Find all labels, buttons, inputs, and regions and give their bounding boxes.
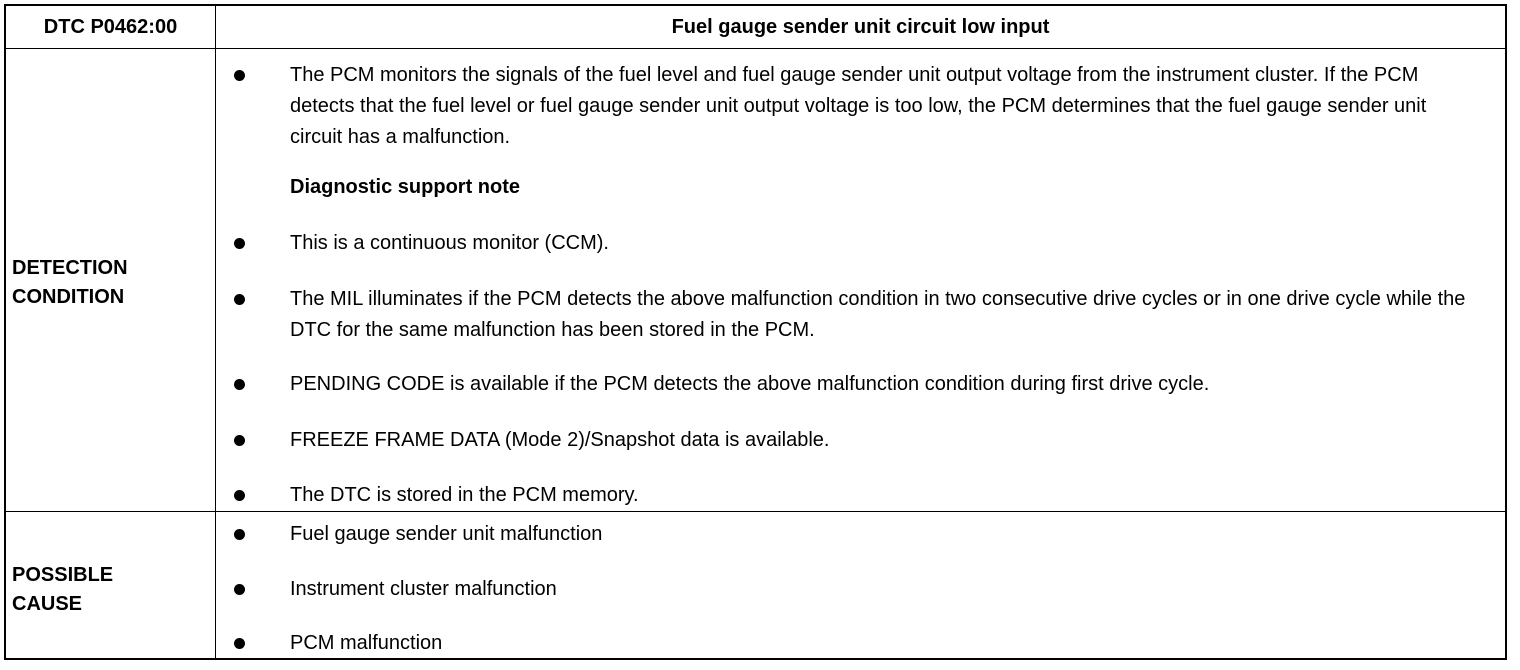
detection-item-text: The DTC is stored in the PCM memory. bbox=[290, 484, 639, 506]
detection-item-text: The PCM monitors the signals of the fuel level and fuel gauge sender unit output voltage from the instrument cluster. If the PCM detects that the fuel level or fuel gauge sender unit output voltage is too low, the PCM determines that the fuel gauge sender unit circuit has a malfunction. bbox=[290, 64, 1427, 148]
bullet-icon bbox=[234, 435, 245, 446]
detection-item-text: The MIL illuminates if the PCM detects the above malfunction condition in two consecutive drive cycles or in one drive cycle while the DTC for the same malfunction has been stored in the PCM. bbox=[290, 288, 1466, 341]
detection-item-text: FREEZE FRAME DATA (Mode 2)/Snapshot data is available. bbox=[290, 429, 830, 451]
header-divider bbox=[6, 48, 1505, 49]
cause-item-instrument-cluster bbox=[264, 574, 1479, 605]
bullet-icon bbox=[234, 490, 245, 501]
column-divider bbox=[215, 6, 216, 658]
bullet-icon bbox=[234, 294, 245, 305]
diagnostic-support-note-title: Diagnostic support note bbox=[290, 176, 520, 198]
detection-item-monitor bbox=[264, 60, 1479, 153]
detection-item-text: This is a continuous monitor (CCM). bbox=[290, 232, 609, 254]
detection-item-pending-code bbox=[264, 369, 1479, 400]
bullet-icon bbox=[234, 529, 245, 540]
detection-item-ccm bbox=[264, 228, 1479, 259]
cause-item-text: PCM malfunction bbox=[290, 632, 443, 654]
detection-item-mil bbox=[264, 284, 1479, 346]
detection-item-dtc-stored bbox=[264, 480, 1479, 511]
bullet-icon bbox=[234, 238, 245, 249]
detection-label-line2: CONDITION bbox=[12, 286, 125, 308]
cause-item-pcm bbox=[264, 628, 1479, 659]
bullet-icon bbox=[234, 584, 245, 595]
detection-label-line1: DETECTION bbox=[12, 257, 128, 279]
detection-item-freeze-frame bbox=[264, 425, 1479, 456]
possible-cause-label-line1: POSSIBLE bbox=[12, 564, 114, 586]
cause-item-sender-unit bbox=[264, 519, 1479, 550]
bullet-icon bbox=[234, 638, 245, 649]
cause-item-text: Fuel gauge sender unit malfunction bbox=[290, 523, 603, 545]
cause-item-text: Instrument cluster malfunction bbox=[290, 578, 557, 600]
dtc-code: DTC P0462:00 bbox=[43, 15, 178, 38]
dtc-title: Fuel gauge sender unit circuit low input bbox=[671, 15, 1050, 38]
section-divider bbox=[6, 511, 1505, 512]
bullet-icon bbox=[234, 70, 245, 81]
possible-cause-label-line2: CAUSE bbox=[12, 593, 83, 615]
bullet-icon bbox=[234, 379, 245, 390]
detection-item-text: PENDING CODE is available if the PCM detects the above malfunction condition during first drive cycle. bbox=[290, 373, 1210, 395]
possible-cause-label bbox=[12, 561, 113, 619]
detection-condition-label bbox=[12, 254, 128, 312]
dtc-table bbox=[4, 4, 1507, 660]
